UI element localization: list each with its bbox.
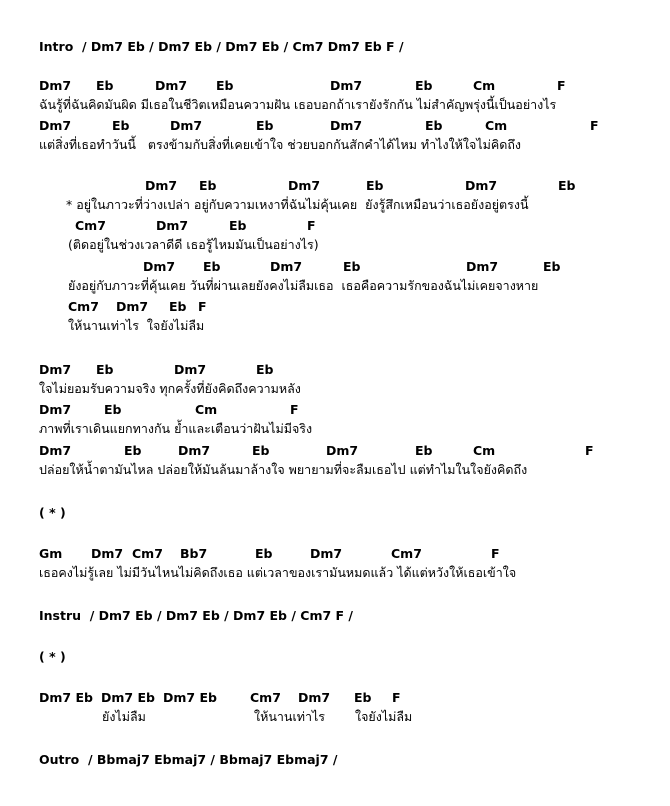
chord-label: Eb: [558, 178, 576, 193]
lyric-text: ฉันรู้ที่ฉันคิดมันผิด มีเธอในชีวิตเหมือนความฝัน เธอบอกถ้าเรายังรักกัน ไม่สำคัญพรุ่งนี้เป็นอย่างไร: [39, 97, 557, 112]
chord-label: Eb: [112, 118, 130, 133]
chord-label: Gm: [39, 546, 63, 561]
chord-label: F: [392, 690, 401, 705]
chord-label: Dm7: [326, 443, 359, 458]
lyric-text: ยังไม่ลืม: [102, 709, 146, 724]
intro-line: Intro / Dm7 Eb / Dm7 Eb / Dm7 Eb / Cm7 Dm7 Eb F /: [39, 39, 404, 54]
chord-label: Cm7: [75, 218, 106, 233]
lyric-text: ภาพที่เราเดินแยกทางกัน ย้ำและเตือนว่าฝันไม่มีจริง: [39, 421, 313, 436]
chord-label: F: [590, 118, 599, 133]
chord-label: F: [491, 546, 500, 561]
outro-line: Outro / Bbmaj7 Ebmaj7 / Bbmaj7 Ebmaj7 /: [39, 752, 338, 767]
chord-label: Dm7: [178, 443, 211, 458]
chord-label: Eb: [415, 443, 433, 458]
chord-label: Eb: [543, 259, 561, 274]
chord-label: Dm7: [91, 546, 124, 561]
chord-label: Eb: [216, 78, 234, 93]
chord-label: Dm7: [39, 78, 72, 93]
chord-label: Dm7: [170, 118, 203, 133]
chord-label: Dm7: [145, 178, 178, 193]
chord-label: Eb: [255, 546, 273, 561]
chord-label: Dm7: [116, 299, 149, 314]
chord-label: Eb: [415, 78, 433, 93]
chord-label: Eb: [425, 118, 443, 133]
chord-label: Dm7: [174, 362, 207, 377]
chord-label: Cm: [473, 78, 496, 93]
chord-label: Dm7 Eb: [101, 690, 155, 705]
chord-label: Dm7: [288, 178, 321, 193]
chord-label: Bb7: [180, 546, 208, 561]
chord-label: Dm7: [39, 443, 72, 458]
lyric-text: ใจยังไม่ลืม: [355, 709, 413, 724]
chord-label: Dm7: [330, 78, 363, 93]
lyric-text: (ติดอยู่ในช่วงเวลาดีดี เธอรู้ไหมมันเป็นอย่างไร): [68, 237, 319, 252]
chord-label: Eb: [96, 362, 114, 377]
lyric-text: ใจไม่ยอมรับความจริง ทุกครั้งที่ยังคิดถึงความหลัง: [39, 381, 301, 396]
chord-label: Eb: [199, 178, 217, 193]
chord-label: Cm7: [250, 690, 281, 705]
chord-label: Cm7: [68, 299, 99, 314]
chord-label: F: [198, 299, 207, 314]
chord-label: F: [585, 443, 594, 458]
chord-label: Dm7: [310, 546, 343, 561]
chorus-repeat-marker: ( * ): [39, 649, 66, 664]
chord-label: Dm7: [39, 362, 72, 377]
chord-label: Eb: [256, 118, 274, 133]
chord-label: Eb: [354, 690, 372, 705]
chord-label: F: [557, 78, 566, 93]
chord-label: Eb: [169, 299, 187, 314]
chord-label: Eb: [343, 259, 361, 274]
chord-label: Cm: [195, 402, 218, 417]
chord-label: Eb: [124, 443, 142, 458]
chord-label: Dm7 Eb: [163, 690, 217, 705]
chord-label: Cm7: [391, 546, 422, 561]
chord-label: Dm7: [156, 218, 189, 233]
lyric-text: * อยู่ในภาวะที่ว่างเปล่า อยู่กับความเหงาที่ฉันไม่คุ้นเคย ยังรู้สึกเหมือนว่าเธอยังอยู่ตรงนี้: [66, 197, 529, 212]
chord-label: Eb: [203, 259, 221, 274]
chord-label: Cm: [485, 118, 508, 133]
chord-label: Eb: [256, 362, 274, 377]
lyric-text: ให้นานเท่าไร: [254, 709, 325, 724]
chord-label: Eb: [104, 402, 122, 417]
chord-label: Dm7: [270, 259, 303, 274]
chord-label: Dm7: [465, 178, 498, 193]
chord-label: Dm7: [330, 118, 363, 133]
chord-label: Dm7: [143, 259, 176, 274]
chord-label: F: [290, 402, 299, 417]
chord-label: Eb: [252, 443, 270, 458]
chord-label: Dm7: [39, 402, 72, 417]
lyric-text: ให้นานเท่าไร ใจยังไม่ลืม: [68, 318, 205, 333]
lyric-text: แต่สิ่งที่เธอทำวันนี้ ตรงข้ามกับสิ่งที่เคยเข้าใจ ช่วยบอกกันสักคำได้ไหม ทำไงให้ใจไม่คิดถึง: [39, 137, 522, 152]
chord-label: Dm7: [298, 690, 331, 705]
lyric-text: ยังอยู่กับภาวะที่คุ้นเคย วันที่ผ่านเลยยังคงไม่ลืมเธอ เธอคือความรักของฉันไม่เคยจางหาย: [68, 278, 539, 293]
chord-label: Dm7: [155, 78, 188, 93]
chord-label: Dm7 Eb: [39, 690, 93, 705]
chord-label: Eb: [366, 178, 384, 193]
chord-label: Dm7: [466, 259, 499, 274]
chord-label: Cm7: [132, 546, 163, 561]
chord-label: Eb: [96, 78, 114, 93]
chord-label: Eb: [229, 218, 247, 233]
lyric-text: เธอคงไม่รู้เลย ไม่มีวันไหนไม่คิดถึงเธอ แต่เวลาของเรามันหมดแล้ว ได้แต่หวังให้เธอเข้าใจ: [39, 565, 517, 580]
instru-line: Instru / Dm7 Eb / Dm7 Eb / Dm7 Eb / Cm7 F /: [39, 608, 353, 623]
chord-label: Dm7: [39, 118, 72, 133]
chord-label: Cm: [473, 443, 496, 458]
chord-label: F: [307, 218, 316, 233]
chorus-repeat-marker: ( * ): [39, 505, 66, 520]
lyric-text: ปล่อยให้น้ำตามันไหล ปล่อยให้มันล้นมาล้างใจ พยายามที่จะลืมเธอไป แต่ทำไมในใจยังคิดถึง: [39, 462, 528, 477]
